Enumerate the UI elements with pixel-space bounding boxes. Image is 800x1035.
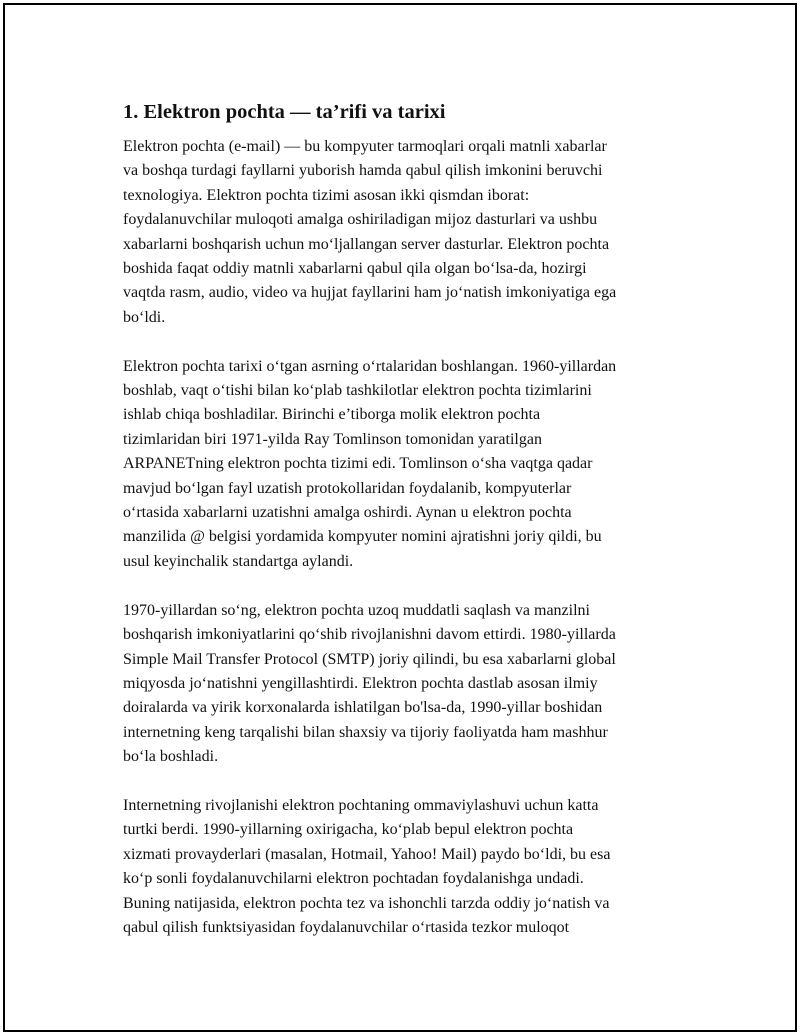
text-line: tizimlaridan biri 1971-yilda Ray Tomlinson tomonidan yaratilgan — [123, 430, 542, 448]
text-line: miqyosda joʻnatishni yengillashtirdi. Elektron pochta dastlab asosan ilmiy — [123, 674, 598, 692]
text-line: Elektron pochta tarixi oʻtgan asrning oʻrtalaridan boshlangan. 1960-yillardan — [123, 357, 617, 375]
text-line: vaqtda rasm, audio, video va hujjat fayllarini ham joʻnatish imkoniyatiga ega — [123, 284, 617, 302]
text-line: manzilida @ belgisi yordamida kompyuter nomini ajratishni joriy qildi, bu — [123, 528, 602, 546]
paragraph-definition — [123, 135, 698, 330]
text-line: turtki berdi. 1990-yillarning oxirigacha, koʻplab bepul elektron pochta — [123, 821, 574, 839]
text-line: boʻla boshladi. — [123, 748, 219, 766]
text-line: 1970-yillardan soʻng, elektron pochta uzoq muddatli saqlash va manzilni — [123, 601, 590, 619]
text-line: ARPANETning elektron pochta tizimi edi. Tomlinson oʻsha vaqtga qadar — [123, 455, 593, 473]
text-line: mavjud boʻlgan fayl uzatish protokollaridan foydalanib, kompyuterlar — [123, 479, 572, 497]
text-line: internetning keng tarqalishi bilan shaxsiy va tijoriy faoliyatda ham mashhur — [123, 723, 608, 741]
text-line: boʻldi. — [123, 308, 166, 326]
text-line: xabarlarni boshqarish uchun moʻljallangan server dasturlar. Elektron pochta — [123, 235, 610, 253]
text-line: qabul qilish funktsiyasidan foydalanuvchilar oʻrtasida tezkor muloqot — [123, 918, 570, 936]
text-line: boshqarish imkoniyatlarini qoʻshib rivojlanishni davom ettirdi. 1980-yillarda — [123, 626, 616, 644]
text-line: xizmati provayderlari (masalan, Hotmail, Yahoo! Mail) paydo boʻldi, bu esa — [123, 845, 611, 863]
text-line: boshida faqat oddiy matnli xabarlarni qabul qila olgan boʻlsa-da, hozirgi — [123, 260, 587, 278]
text-line: Simple Mail Transfer Protocol (SMTP) joriy qilindi, bu esa xabarlarni global — [123, 650, 616, 668]
section-heading: 1. Elektron pochta — ta’rifi va tarixi — [123, 101, 446, 123]
text-line: ishlab chiqa boshladilar. Birinchi e’tiborga molik elektron pochta — [123, 406, 541, 424]
paragraph-smtp — [123, 599, 698, 770]
text-line: Buning natijasida, elektron pochta tez va ishonchli tarzda oddiy joʻnatish va — [123, 894, 610, 912]
text-line: va boshqa turdagi fayllarni yuborish hamda qabul qilish imkonini beruvchi — [123, 162, 603, 180]
text-line: usul keyinchalik standartga aylandi. — [123, 552, 354, 570]
text-line: oʻrtasida xabarlarni uzatishni amalga oshirdi. Aynan u elektron pochta — [123, 504, 572, 522]
document-body — [123, 99, 698, 965]
text-line: boshlab, vaqt oʻtishi bilan koʻplab tashkilotlar elektron pochta tizimlarini — [123, 382, 592, 400]
text-line: doiralarda va yirik korxonalarda ishlatilgan bo'lsa-da, 1990-yillar boshidan — [123, 699, 603, 717]
text-line: koʻp sonli foydalanuvchilarni elektron pochtadan foydalanishga undadi. — [123, 870, 584, 888]
text-line: foydalanuvchilar muloqoti amalga oshiriladigan mijoz dasturlari va ushbu — [123, 211, 598, 229]
paragraph-history — [123, 355, 698, 575]
text-line: Elektron pochta (e-mail) — bu kompyuter tarmoqlari orqali matnli xabarlar — [123, 138, 607, 155]
text-line: Internetning rivojlanishi elektron pochtaning ommaviylashuvi uchun katta — [123, 796, 599, 814]
paragraph-internet — [123, 794, 698, 940]
page-frame — [3, 3, 797, 1032]
text-line: texnologiya. Elektron pochta tizimi asosan ikki qismdan iborat: — [123, 186, 530, 204]
